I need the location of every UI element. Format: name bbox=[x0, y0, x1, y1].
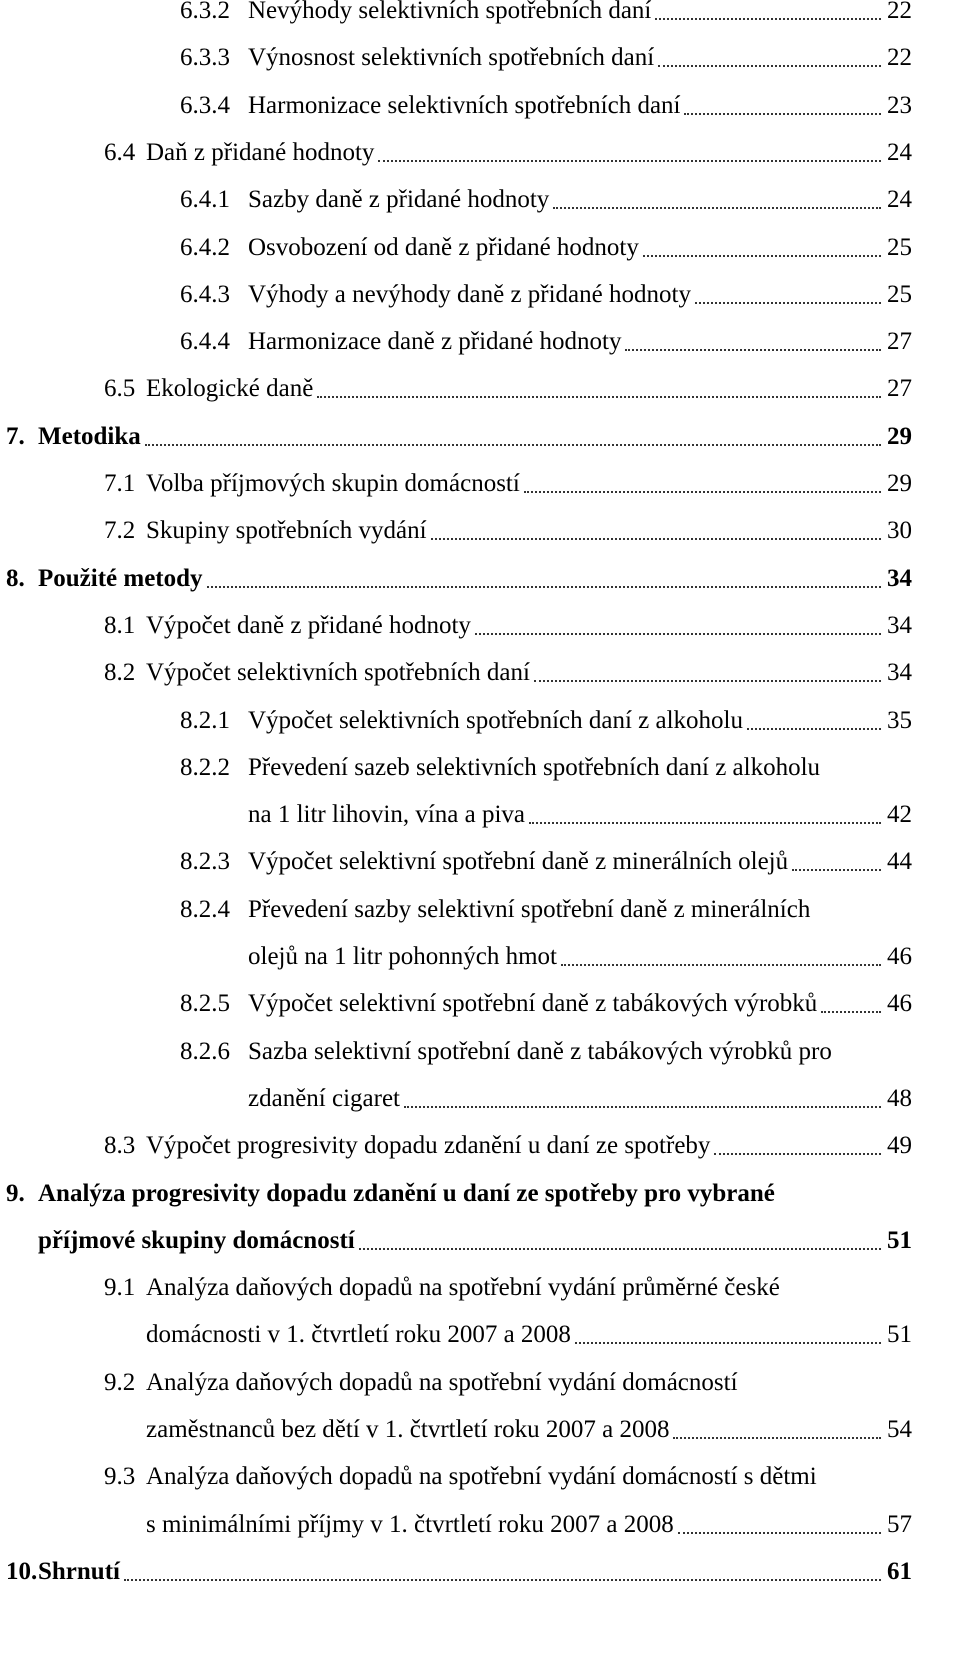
toc-entry-line-continued bbox=[146, 1320, 912, 1350]
dot-leader bbox=[792, 869, 881, 871]
toc-entry-title[interactable]: Výnosnost selektivních spotřebních daní bbox=[248, 44, 655, 72]
toc-entry-title[interactable]: Sazby daně z přidané hodnoty bbox=[248, 186, 550, 214]
toc-entry-line bbox=[104, 516, 912, 546]
toc-entry-number: 6.4.3 bbox=[180, 280, 230, 308]
toc-page-number[interactable]: 34 bbox=[887, 659, 912, 687]
toc-page-number[interactable]: 61 bbox=[887, 1557, 912, 1585]
toc-page-number[interactable]: 22 bbox=[887, 0, 912, 24]
toc-entry-number: 8.2 bbox=[104, 659, 136, 687]
toc-entry-title[interactable]: zdanění cigaret bbox=[248, 1084, 400, 1112]
toc-page-number[interactable]: 46 bbox=[887, 990, 912, 1018]
toc-entry-line bbox=[180, 280, 912, 310]
toc-entry-title[interactable]: Výpočet selektivních spotřebních daní z alkoholu bbox=[248, 706, 744, 734]
toc-page-number[interactable]: 42 bbox=[887, 801, 912, 829]
toc-entry-title[interactable]: Daň z přidané hodnoty bbox=[146, 138, 375, 166]
toc-entry-line bbox=[104, 1368, 912, 1398]
toc-entry-title[interactable]: zaměstnanců bez dětí v 1. čtvrtletí roku 2007 a 2008 bbox=[146, 1416, 670, 1443]
toc-page-number[interactable]: 35 bbox=[887, 706, 912, 734]
toc-entry-line bbox=[104, 1273, 912, 1303]
toc-entry-line bbox=[104, 374, 912, 404]
toc-entry-line-continued bbox=[248, 1084, 912, 1114]
toc-entry-number: 6.5 bbox=[104, 375, 136, 403]
toc-entry-number: 6.3.3 bbox=[180, 44, 230, 72]
toc-page-number[interactable]: 22 bbox=[887, 44, 912, 72]
toc-entry-line-continued bbox=[248, 942, 912, 972]
toc-entry-title[interactable]: Převedení sazby selektivní spotřební daně z minerálních bbox=[248, 895, 811, 923]
dot-leader bbox=[673, 1437, 881, 1439]
toc-entry-title[interactable]: olejů na 1 litr pohonných hmot bbox=[248, 943, 557, 970]
toc-entry-line bbox=[180, 327, 912, 357]
toc-entry-title[interactable]: Skupiny spotřebních vydání bbox=[146, 517, 427, 545]
dot-leader bbox=[658, 65, 881, 67]
toc-page-number[interactable]: 46 bbox=[887, 943, 912, 970]
dot-leader bbox=[207, 586, 881, 588]
dot-leader bbox=[553, 207, 881, 209]
toc-entry-line bbox=[104, 611, 912, 641]
toc-entry-title[interactable]: Výpočet selektivní spotřební daně z tabákových výrobků bbox=[248, 990, 818, 1018]
dot-leader bbox=[534, 680, 881, 682]
toc-entry-number: 8.3 bbox=[104, 1132, 136, 1160]
toc-entry-number: 6.4 bbox=[104, 138, 136, 166]
toc-entry-title[interactable]: Analýza progresivity dopadu zdanění u daní ze spotřeby pro vybrané bbox=[38, 1179, 775, 1207]
toc-entry-line-continued bbox=[248, 800, 912, 830]
toc-page-number[interactable]: 57 bbox=[887, 1510, 912, 1538]
toc-entry-number: 6.3.4 bbox=[180, 91, 230, 119]
toc-page-number[interactable]: 51 bbox=[887, 1321, 912, 1349]
toc-entry-line bbox=[104, 1131, 912, 1161]
toc-entry-title[interactable]: Harmonizace selektivních spotřebních daní bbox=[248, 91, 681, 119]
toc-entry-line bbox=[104, 1462, 912, 1492]
toc-entry-title[interactable]: Nevýhody selektivních spotřebních daní bbox=[248, 0, 652, 24]
toc-entry-number: 8.2.4 bbox=[180, 895, 230, 923]
toc-entry-title[interactable]: Výpočet daně z přidané hodnoty bbox=[146, 611, 471, 639]
toc-entry-title[interactable]: příjmové skupiny domácností bbox=[38, 1226, 355, 1254]
toc-entry-title[interactable]: Analýza daňových dopadů na spotřební vydání domácností s dětmi bbox=[146, 1463, 817, 1491]
dot-leader bbox=[359, 1248, 881, 1250]
toc-entry-number: 8.1 bbox=[104, 611, 136, 639]
toc-entry-number: 7.2 bbox=[104, 517, 136, 545]
dot-leader bbox=[431, 538, 881, 540]
dot-leader bbox=[524, 491, 881, 493]
toc-entry-line bbox=[6, 1179, 912, 1209]
toc-entry-line-continued bbox=[146, 1415, 912, 1445]
toc-entry-number: 9.1 bbox=[104, 1274, 136, 1302]
toc-entry-title[interactable]: Výpočet progresivity dopadu zdanění u daní ze spotřeby bbox=[146, 1132, 711, 1160]
dot-leader bbox=[575, 1342, 881, 1344]
dot-leader bbox=[145, 444, 881, 446]
dot-leader bbox=[821, 1011, 881, 1013]
toc-entry-title[interactable]: Volba příjmových skupin domácností bbox=[146, 470, 520, 497]
toc-entry-line bbox=[180, 847, 912, 877]
toc-page-number[interactable]: 27 bbox=[887, 375, 912, 403]
toc-entry-number: 6.3.2 bbox=[180, 0, 230, 24]
toc-entry-number: 8.2.1 bbox=[180, 706, 230, 734]
toc-entry-number: 7. bbox=[6, 422, 25, 450]
toc-page-number[interactable]: 48 bbox=[887, 1084, 912, 1112]
toc-entry-line bbox=[104, 138, 912, 168]
toc-entry-title[interactable]: Výpočet selektivních spotřebních daní bbox=[146, 659, 530, 687]
toc-entry-number: 10. bbox=[6, 1557, 38, 1585]
toc-entry-line bbox=[6, 422, 912, 452]
toc-page-number[interactable]: 49 bbox=[887, 1132, 912, 1160]
toc-page-number[interactable]: 44 bbox=[887, 848, 912, 876]
toc-entry-title[interactable]: Shrnutí bbox=[38, 1557, 120, 1585]
toc-page-number[interactable]: 25 bbox=[887, 280, 912, 308]
toc-entry-title[interactable]: Výpočet selektivní spotřební daně z minerálních olejů bbox=[248, 848, 789, 876]
dot-leader bbox=[714, 1153, 881, 1155]
toc-entry-line bbox=[6, 1557, 912, 1587]
toc-entry-title[interactable]: na 1 litr lihovin, vína a piva bbox=[248, 801, 526, 829]
toc-entry-number: 8.2.6 bbox=[180, 1037, 230, 1065]
toc-page-number[interactable]: 24 bbox=[887, 138, 912, 166]
dot-leader bbox=[404, 1106, 881, 1108]
toc-entry-number: 9. bbox=[6, 1179, 25, 1207]
toc-entry-number: 8.2.5 bbox=[180, 990, 230, 1018]
toc-entry-line bbox=[180, 989, 912, 1019]
dot-leader bbox=[684, 113, 881, 115]
toc-page-number[interactable]: 30 bbox=[887, 517, 912, 545]
toc-entry-title[interactable]: Ekologické daně bbox=[146, 375, 314, 403]
toc-page-number[interactable]: 51 bbox=[887, 1226, 912, 1254]
toc-page-number[interactable]: 29 bbox=[887, 422, 912, 450]
dot-leader bbox=[317, 396, 881, 398]
toc-entry-line bbox=[180, 185, 912, 215]
toc-entry-title[interactable]: s minimálními příjmy v 1. čtvrtletí roku 2007 a 2008 bbox=[146, 1510, 674, 1538]
toc-entry-title[interactable]: Osvobození od daně z přidané hodnoty bbox=[248, 233, 639, 261]
dot-leader bbox=[475, 633, 881, 635]
toc-entry-line bbox=[180, 1037, 912, 1067]
toc-entry-line-continued bbox=[38, 1226, 912, 1256]
dot-leader bbox=[378, 160, 881, 162]
dot-leader bbox=[747, 728, 881, 730]
toc-entry-number: 9.3 bbox=[104, 1463, 136, 1491]
toc-entry-line bbox=[6, 564, 912, 594]
toc-entry-number: 6.4.2 bbox=[180, 233, 230, 261]
toc-entry-line bbox=[104, 469, 912, 499]
toc-entry-title[interactable]: Analýza daňových dopadů na spotřební vydání domácností bbox=[146, 1368, 738, 1396]
toc-page-number[interactable]: 54 bbox=[887, 1416, 912, 1443]
toc-page-number[interactable]: 27 bbox=[887, 328, 912, 356]
toc-entry-number: 7.1 bbox=[104, 470, 136, 497]
toc-entry-line bbox=[180, 706, 912, 736]
toc-entry-line-continued bbox=[146, 1510, 912, 1540]
dot-leader bbox=[529, 822, 881, 824]
toc-page-number[interactable]: 34 bbox=[887, 611, 912, 639]
toc-entry-title[interactable]: Harmonizace daně z přidané hodnoty bbox=[248, 328, 622, 356]
toc-page-number[interactable]: 25 bbox=[887, 233, 912, 261]
toc-entry-title[interactable]: Použité metody bbox=[38, 564, 203, 592]
toc-entry-number: 6.4.1 bbox=[180, 186, 230, 214]
toc-entry-title[interactable]: Sazba selektivní spotřební daně z tabákových výrobků pro bbox=[248, 1037, 832, 1065]
toc-entry-line bbox=[180, 895, 912, 925]
toc-entry-title[interactable]: Převedení sazeb selektivních spotřebních daní z alkoholu bbox=[248, 753, 821, 781]
dot-leader bbox=[643, 255, 881, 257]
toc-entry-title[interactable]: domácnosti v 1. čtvrtletí roku 2007 a 2008 bbox=[146, 1321, 571, 1349]
dot-leader bbox=[695, 302, 881, 304]
toc-entry-title[interactable]: Metodika bbox=[38, 422, 141, 450]
toc-page-number[interactable]: 29 bbox=[887, 470, 912, 497]
toc-page-number[interactable]: 34 bbox=[887, 564, 912, 592]
toc-entry-title[interactable]: Výhody a nevýhody daně z přidané hodnoty bbox=[248, 280, 691, 308]
toc-page-number[interactable]: 24 bbox=[887, 186, 912, 214]
dot-leader bbox=[678, 1532, 881, 1534]
dot-leader bbox=[561, 964, 881, 966]
toc-entry-number: 9.2 bbox=[104, 1368, 136, 1396]
toc-entry-line bbox=[180, 753, 912, 783]
dot-leader bbox=[625, 349, 881, 351]
toc-entry-line bbox=[104, 658, 912, 688]
toc-entry-number: 8.2.3 bbox=[180, 848, 230, 876]
toc-entry-line bbox=[180, 233, 912, 263]
toc-entry-title[interactable]: Analýza daňových dopadů na spotřební vydání průměrné české bbox=[146, 1274, 780, 1302]
toc-entry-number: 8.2.2 bbox=[180, 753, 230, 781]
toc-entry-number: 6.4.4 bbox=[180, 328, 230, 356]
toc-page-number[interactable]: 23 bbox=[887, 91, 912, 119]
toc-entry-line bbox=[180, 91, 912, 121]
dot-leader bbox=[124, 1579, 881, 1581]
toc-entry-number: 8. bbox=[6, 564, 25, 592]
